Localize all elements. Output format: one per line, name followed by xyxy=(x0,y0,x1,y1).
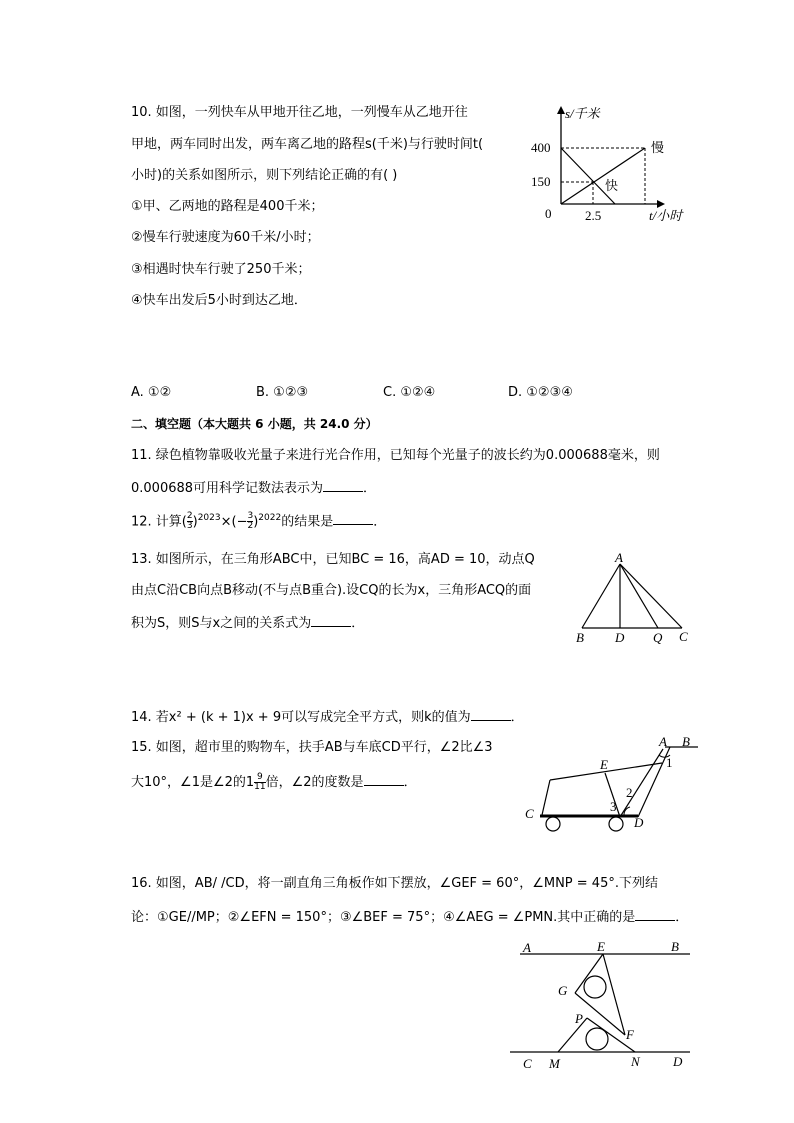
q13-label-B: B xyxy=(576,630,584,645)
q14-answer-blank xyxy=(471,708,511,721)
q10-statement-4: ④快车出发后5小时到达乙地． xyxy=(131,293,307,308)
graph-x-axis-label: t/小时 xyxy=(649,208,683,223)
q13-answer-blank xyxy=(311,614,351,627)
q16-label-G: G xyxy=(558,983,568,998)
q15-label-C: C xyxy=(525,806,534,821)
q16-end: ． xyxy=(675,910,689,925)
q12-f1-den: 3 xyxy=(186,521,193,532)
q15-cart-figure xyxy=(520,735,700,840)
q16-line2 xyxy=(131,908,688,926)
q16-label-F: F xyxy=(626,1027,634,1042)
q12-f2-num: 3 xyxy=(247,511,254,522)
q10-statement-3: ③相遇时快车行驶了250千米； xyxy=(131,262,311,277)
q16-label-P: P xyxy=(575,1011,583,1026)
q12-line: 12. 计算( $\frac{2}{3}$ )$^{2023}$×(− $\frac{3}{2}$ )$^{2022}$的结果是 ． xyxy=(131,511,387,532)
q15-answer-blank xyxy=(364,773,404,786)
q12-f1-num: 2 xyxy=(186,511,193,522)
q13-label-Q: Q xyxy=(653,630,663,645)
q10-option-b: B. ①②③ xyxy=(256,385,309,400)
q12-fraction-1 xyxy=(187,512,193,531)
graph-tick-400: 400 xyxy=(531,140,551,155)
q13-line2: 由点C沿CB向点B移动(不与点B重合).设CQ的长为x，三角形ACQ的面 xyxy=(131,583,532,598)
q16-label-N: N xyxy=(631,1054,640,1069)
q10-option-d: D. ①②③④ xyxy=(508,385,573,400)
q13-end: ． xyxy=(351,616,365,631)
q14-line xyxy=(131,708,524,726)
q11-line2 xyxy=(131,479,376,497)
q10-line3: 小时)的关系如图所示，则下列结论正确的有( ) xyxy=(131,168,398,183)
q16-line1: 16. 如图，AB/ /CD，将一副直角三角板作如下摆放，∠GEF = 60°，∠MNP = 45°.下列结 xyxy=(131,876,658,891)
q12-fraction-2 xyxy=(247,512,253,531)
q15-label-B: B xyxy=(682,734,690,749)
q10-line2: 甲地，两车同时出发，两车离乙地的路程s(千米)与行驶时间t( xyxy=(131,137,484,152)
q14-end: ． xyxy=(510,710,524,725)
q11-line1: 11. 绿色植物靠吸收光量子来进行光合作用，已知每个光量子的波长约为0.000688毫米，则 xyxy=(131,448,660,463)
q12-end: ． xyxy=(373,514,387,530)
graph-origin: 0 xyxy=(545,206,552,221)
q13-label-C: C xyxy=(679,629,688,644)
q15-line1: 15. 如图，超市里的购物车，扶手AB与车底CD平行，∠2比∠3 xyxy=(131,740,493,755)
q13-label-A: A xyxy=(615,550,623,565)
graph-slow-label: 慢 xyxy=(651,140,665,155)
q13-text: 积为S，则S与x之间的关系式为 xyxy=(131,616,312,631)
q12-times: ×(− xyxy=(220,514,248,530)
q15-angle-1: 1 xyxy=(666,755,673,770)
q15-text-b: 倍，∠2的度数是 xyxy=(265,775,364,790)
q16-label-B: B xyxy=(671,939,679,954)
q15-angle-3: 3 xyxy=(610,799,617,814)
q12-suffix: 的结果是 xyxy=(281,514,334,530)
q10-option-c: C. ①②④ xyxy=(383,385,436,400)
q15-frac-den: 11 xyxy=(254,782,266,792)
q13-label-D: D xyxy=(615,630,625,645)
q12-exp-2: 2022 xyxy=(258,513,282,523)
q15-label-E: E xyxy=(600,757,608,772)
q10-statement-1: ①甲、乙两地的路程是400千米； xyxy=(131,199,324,214)
q15-label-D: D xyxy=(634,815,644,830)
q16-label-A: A xyxy=(523,940,531,955)
q13-triangle-figure xyxy=(570,552,700,647)
q15-label-A: A xyxy=(659,734,667,749)
q16-label-E: E xyxy=(597,939,605,954)
q15-line2 xyxy=(131,773,417,792)
q12-answer-blank xyxy=(333,512,373,525)
q14-text: 14. 若x² + (k + 1)x + 9可以写成完全平方式，则k的值为 xyxy=(131,710,471,725)
q13-line3 xyxy=(131,614,364,632)
q12-prefix: 12. 计算( xyxy=(131,514,187,530)
q16-label-C: C xyxy=(523,1056,532,1071)
q11-end: ． xyxy=(363,481,377,496)
q16-label-M: M xyxy=(549,1056,560,1071)
q16-answer-blank xyxy=(635,908,675,921)
q12-f2-den: 2 xyxy=(247,521,254,532)
q10-distance-time-graph xyxy=(515,100,695,230)
q15-angle-2: 2 xyxy=(626,785,633,800)
q15-frac-num: 9 xyxy=(257,772,263,782)
q12-exp-1: 2023 xyxy=(197,513,221,523)
q10-line1: 10. 如图，一列快车从甲地开往乙地，一列慢车从乙地开往 xyxy=(131,105,468,120)
q11-text: 0.000688可用科学记数法表示为 xyxy=(131,481,324,496)
q10-statement-2: ②慢车行驶速度为60千米/小时； xyxy=(131,230,320,245)
graph-fast-label: 快 xyxy=(605,178,619,193)
section-heading: 二、填空题（本大题共 6 小题，共 24.0 分） xyxy=(131,417,378,431)
q11-answer-blank xyxy=(323,479,363,492)
q15-text-a: 大10°，∠1是∠2的1 xyxy=(131,775,255,790)
q16-text: 论：①GE//MP；②∠EFN = 150°；③∠BEF = 75°；④∠AEG = ∠PMN.其中正确的是 xyxy=(131,910,636,925)
graph-tick-2-5: 2.5 xyxy=(585,208,602,223)
q15-end: ． xyxy=(403,775,417,790)
q16-set-square-figure xyxy=(505,935,705,1075)
q15-fraction xyxy=(254,773,265,792)
q13-line1: 13. 如图所示，在三角形ABC中，已知BC = 16，高AD = 10，动点Q xyxy=(131,552,535,567)
graph-y-axis-label: s/千米 xyxy=(565,106,600,121)
q16-label-D: D xyxy=(673,1054,683,1069)
graph-tick-150: 150 xyxy=(531,174,551,189)
q10-option-a: A. ①② xyxy=(131,385,172,400)
